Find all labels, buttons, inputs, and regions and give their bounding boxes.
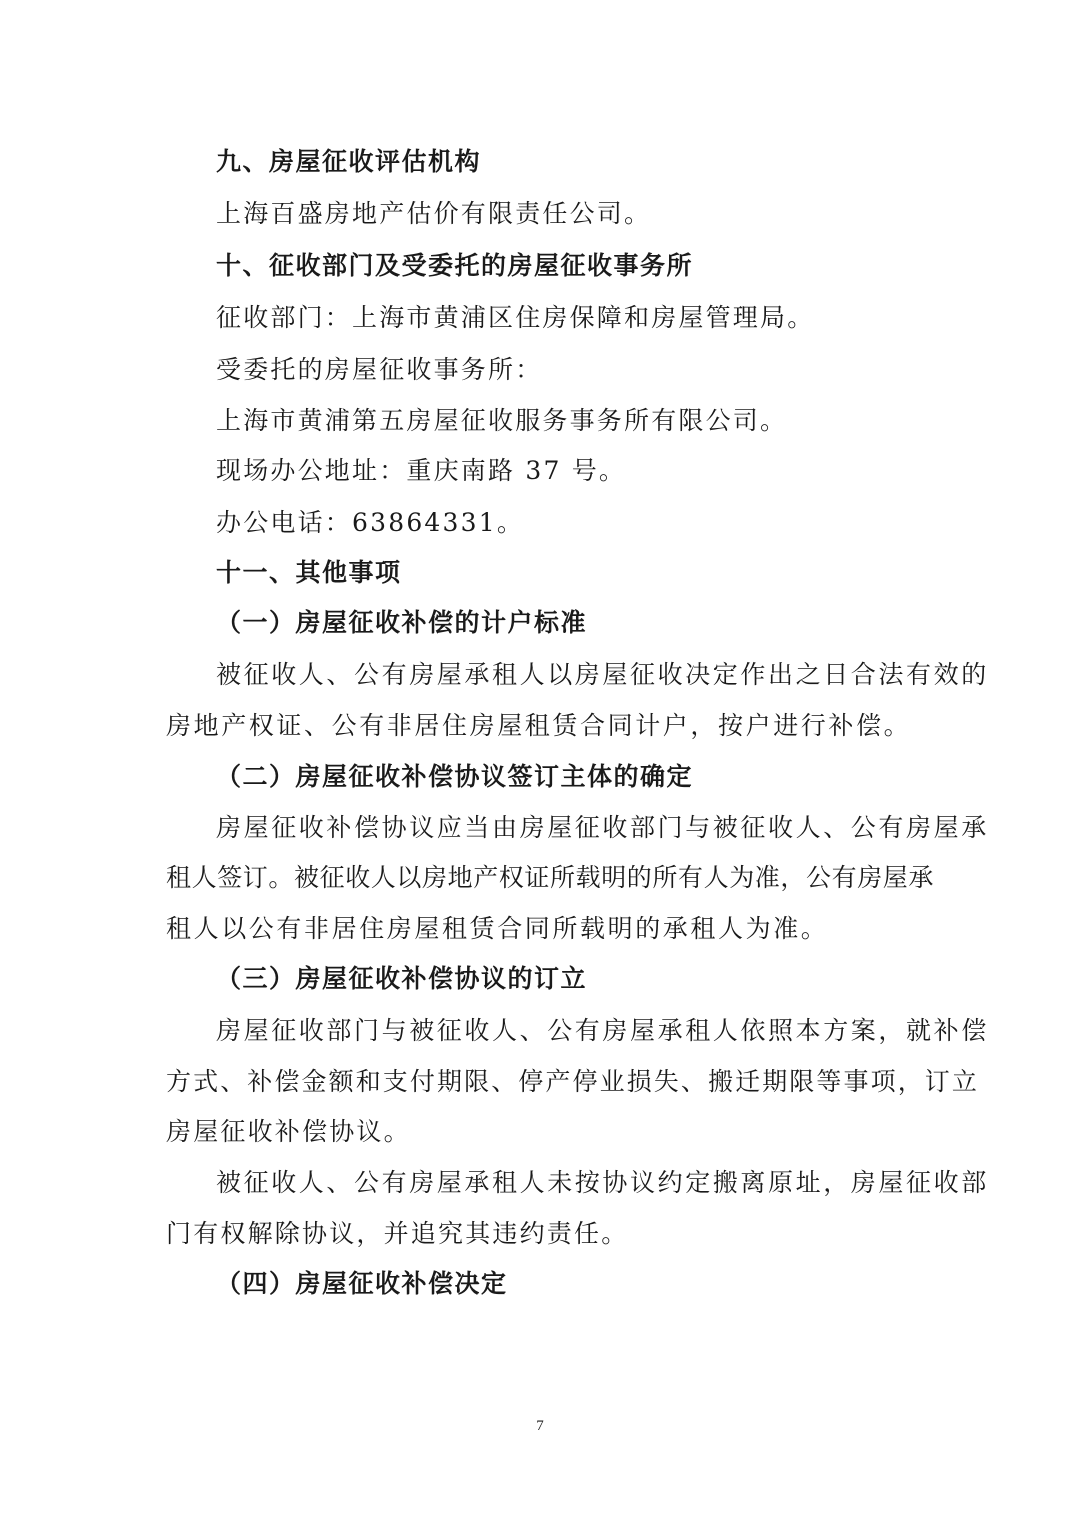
paragraph-line: 房屋征收部门与被征收人、公有房屋承租人依照本方案，就补偿	[216, 1016, 989, 1045]
paragraph-line: 方式、补偿金额和支付期限、停产停业损失、搬迁期限等事项，订立	[166, 1067, 980, 1096]
subsection-3-heading: （三）房屋征收补偿协议的订立	[216, 964, 588, 993]
section-10-heading: 十、征收部门及受委托的房屋征收事务所	[216, 251, 694, 280]
paragraph-line: 门有权解除协议，并追究其违约责任。	[166, 1219, 629, 1248]
agent-name: 上海市黄浦第五房屋征收服务事务所有限公司。	[216, 406, 788, 435]
paragraph-line: 租人以公有非居住房屋租赁合同所载明的承租人为准。	[166, 914, 829, 943]
paragraph-line: 租人签订。被征收人以房地产权证所载明的所有人为准，公有房屋承	[166, 863, 935, 892]
subsection-4-heading: （四）房屋征收补偿决定	[216, 1269, 508, 1298]
paragraph-line: 房屋征收补偿协议。	[166, 1117, 411, 1146]
office-phone: 办公电话：63864331。	[216, 508, 525, 537]
page-number: 7	[536, 1418, 544, 1434]
section-11-heading: 十一、其他事项	[216, 558, 402, 587]
paragraph-line: 房地产权证、公有非居住房屋租赁合同计户，按户进行补偿。	[166, 711, 912, 740]
subsection-2-heading: （二）房屋征收补偿协议签订主体的确定	[216, 762, 694, 791]
subsection-1-heading: （一）房屋征收补偿的计户标准	[216, 608, 588, 637]
paragraph-line: 被征收人、公有房屋承租人未按协议约定搬离原址，房屋征收部	[216, 1168, 989, 1197]
section-9-body: 上海百盛房地产估价有限责任公司。	[216, 199, 652, 228]
paragraph-line: 被征收人、公有房屋承租人以房屋征收决定作出之日合法有效的	[216, 660, 989, 689]
office-address: 现场办公地址：重庆南路 37 号。	[216, 456, 627, 485]
agent-label: 受委托的房屋征收事务所：	[216, 355, 543, 384]
expropriation-department: 征收部门：上海市黄浦区住房保障和房屋管理局。	[216, 303, 815, 332]
section-9-heading: 九、房屋征收评估机构	[216, 147, 482, 176]
paragraph-line: 房屋征收补偿协议应当由房屋征收部门与被征收人、公有房屋承	[216, 813, 989, 842]
